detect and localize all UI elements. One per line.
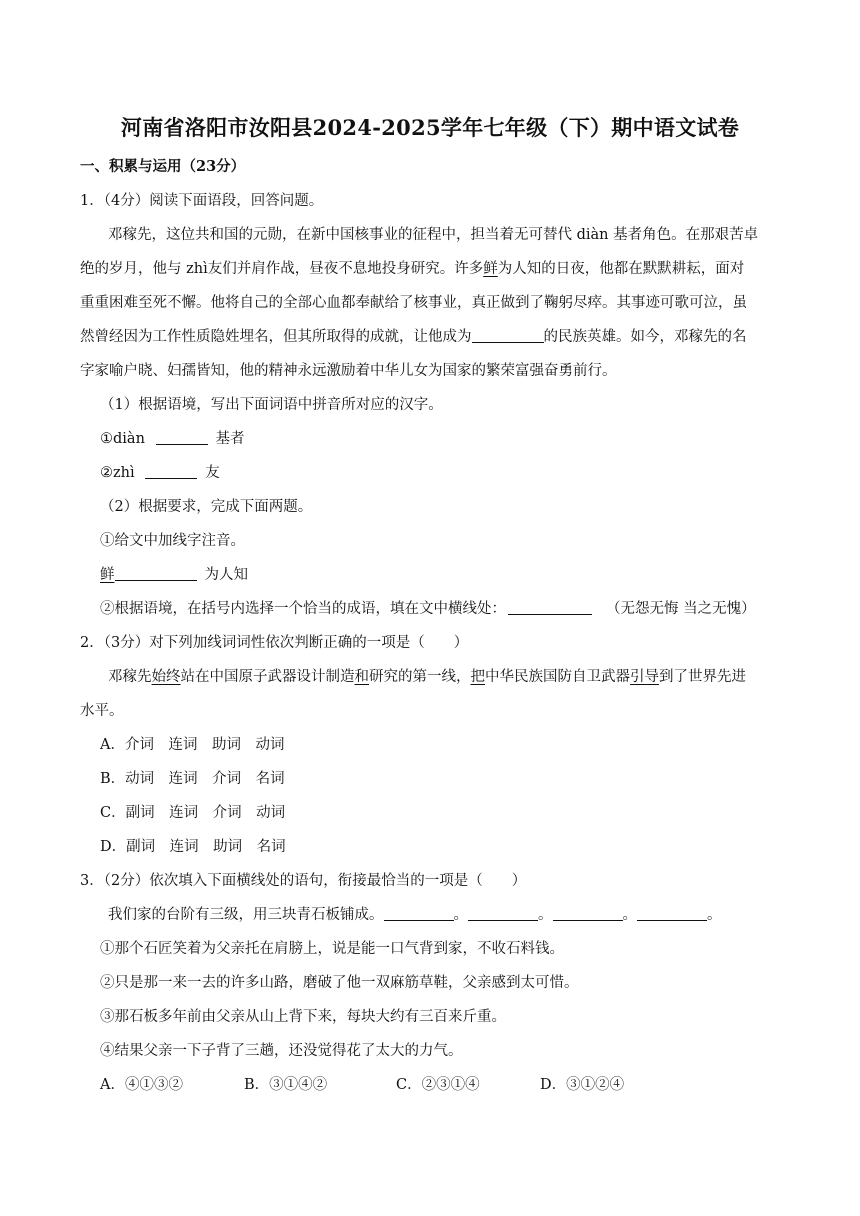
q1-passage-line-5: 字家喻户晓、妇孺皆知，他的精神永远激励着中华儿女为国家的繁荣富强奋勇前行。 xyxy=(80,363,617,379)
q3-blank-dot: 。 xyxy=(453,907,468,923)
q1-sub1-item-b xyxy=(100,463,220,483)
answer-blank-idiom[interactable] xyxy=(508,600,592,615)
q3-options xyxy=(100,1075,624,1095)
q2-option-c[interactable]: C．副词 连词 介词 动词 xyxy=(100,805,286,821)
q1-passage-text: 绝的岁月，他与 zhì友们并肩作战，昼夜不息地投身研究。许多 xyxy=(80,261,484,277)
underlined-word-shizhong: 始终 xyxy=(151,669,181,685)
q2-passage-line-1 xyxy=(108,667,746,687)
q1-heading: 1．（4分）阅读下面语段，回答问题。 xyxy=(80,193,324,209)
answer-blank-2[interactable] xyxy=(468,906,538,921)
idiom-choices: （无怨无悔 当之无愧） xyxy=(606,601,756,617)
q1-sub2-item-a-tail: 为人知 xyxy=(204,567,248,583)
q2-passage-text: 研究的第一线， xyxy=(369,669,471,685)
q2-passage-text: 邓稼先 xyxy=(108,669,152,685)
q2-passage-text: 到了世界先进 xyxy=(659,669,746,685)
section-heading-1: 一、积累与运用（23分） xyxy=(80,158,246,175)
q3-blank-dot: 。 xyxy=(707,907,722,923)
q3-blank-dot: 。 xyxy=(622,907,637,923)
underlined-word-yindao: 引导 xyxy=(630,669,659,685)
q1-passage-text: 的民族英雄。如今，邓稼先的名 xyxy=(543,329,747,345)
q1-sub2-item-a: ①给文中加线字注音。 xyxy=(100,533,245,549)
q2-passage-text: 中华民族国防自卫武器 xyxy=(485,669,630,685)
q1-passage-line-2 xyxy=(80,259,744,279)
q2-passage-text: 站在中国原子武器设计制造 xyxy=(180,669,355,685)
q1-passage-text: 然曾经因为工作性质隐姓埋名，但其所取得的成就，让他成为 xyxy=(80,329,472,345)
q1-sub1-item-b-tail: 友 xyxy=(205,465,220,481)
q1-passage-line-1: 邓稼先，这位共和国的元勋，在新中国核事业的征程中，担当着无可替代 diàn 基者角色。在那艰苦卓 xyxy=(108,227,759,243)
pinyin-dian: ①diàn xyxy=(100,431,145,447)
exam-title: 河南省洛阳市汝阳县2024-2025学年七年级（下）期中语文试卷 xyxy=(120,115,740,140)
underlined-char-xian: 鲜 xyxy=(100,567,115,583)
q3-option-d[interactable]: D．③①②④ xyxy=(540,1077,625,1093)
q1-passage-text: 为人知的日夜，他都在默默耕耘，面对 xyxy=(497,261,745,277)
q2-option-a[interactable]: A．介词 连词 助词 动词 xyxy=(100,737,285,753)
answer-blank-4[interactable] xyxy=(637,906,707,921)
q1-sub2-prompt: （2）根据要求，完成下面两题。 xyxy=(100,499,313,515)
pinyin-zhi: ②zhì xyxy=(100,465,135,481)
underlined-char-xian: 鲜 xyxy=(483,261,498,277)
q1-sub2-item-b xyxy=(100,599,756,619)
q3-sentence-2: ②只是那一来一去的许多山路，磨破了他一双麻筋草鞋，父亲感到太可惜。 xyxy=(100,975,579,991)
q1-sub2-item-b-text: ②根据语境，在括号内选择一个恰当的成语，填在文中横线处： xyxy=(100,601,506,617)
q3-sentence-4: ④结果父亲一下子背了三趟，还没觉得花了太大的力气。 xyxy=(100,1043,463,1059)
answer-blank-1[interactable] xyxy=(384,906,454,921)
underlined-word-he: 和 xyxy=(354,669,369,685)
q1-sub1-item-a xyxy=(100,429,245,449)
q2-option-b[interactable]: B．动词 连词 介词 名词 xyxy=(100,771,285,787)
q3-option-b[interactable]: B．③①④② xyxy=(244,1077,328,1093)
q3-option-a[interactable]: A．④①③② xyxy=(100,1077,183,1093)
q2-heading: 2．（3分）对下列加线词词性依次判断正确的一项是（ ） xyxy=(80,635,469,651)
q2-option-d[interactable]: D．副词 连词 助词 名词 xyxy=(100,839,286,855)
q3-sentence-3: ③那石板多年前由父亲从山上背下来，每块大约有三百来斤重。 xyxy=(100,1009,506,1025)
answer-blank-zhi[interactable] xyxy=(145,464,197,479)
q1-sub1-prompt: （1）根据语境，写出下面词语中拼音所对应的汉字。 xyxy=(100,397,443,413)
q1-passage-line-3: 重重困难至死不懈。他将自己的全部心血都奉献给了核事业，真正做到了鞠躬尽瘁。其事迹可歌可泣，虽 xyxy=(80,295,747,311)
answer-blank-pronunciation[interactable] xyxy=(115,566,197,581)
underlined-word-ba: 把 xyxy=(470,669,485,685)
q3-heading: 3．（2分）依次填入下面横线处的语句，衔接最恰当的一项是（ ） xyxy=(80,873,527,889)
q1-sub2-item-a-answer xyxy=(100,565,248,585)
q3-stem-text: 我们家的台阶有三级，用三块青石板铺成。 xyxy=(108,907,384,923)
q3-sentence-1: ①那个石匠笑着为父亲托在肩膀上，说是能一口气背到家，不收石料钱。 xyxy=(100,941,564,957)
answer-blank-dian[interactable] xyxy=(156,430,208,445)
q3-blank-dot: 。 xyxy=(538,907,553,923)
idiom-blank[interactable] xyxy=(472,328,544,343)
answer-blank-3[interactable] xyxy=(553,906,623,921)
q1-sub1-item-a-tail: 基者 xyxy=(215,431,245,447)
q1-passage-line-4 xyxy=(80,327,747,347)
q3-stem xyxy=(108,905,722,925)
q2-passage-line-2: 水平。 xyxy=(80,703,124,719)
q3-option-c[interactable]: C．②③①④ xyxy=(396,1077,480,1093)
